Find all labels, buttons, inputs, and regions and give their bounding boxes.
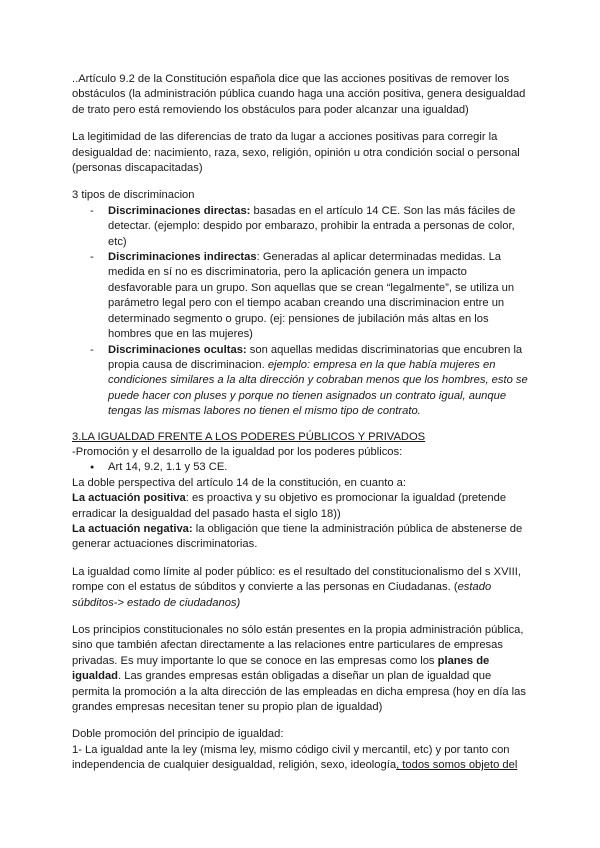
limite-italic: estado súbditos-> estado de ciudadanos) [72, 581, 492, 609]
promocion-line: -Promoción y el desarrollo de la igualdad por los poderes públicos: [72, 445, 403, 458]
positiva-text: : es proactiva y su objetivo es promocionar la igualdad (pretende erradicar la desigualdad del pasado hasta el siglo 18)) [72, 492, 507, 520]
text-ocultas: son aquellas medidas discriminatorias que encubren la propia causa de discriminacion. [108, 343, 523, 371]
text-directas: basadas en el artículo 14 CE. Son las más fáciles de detectar. (ejemplo: despido por embarazo, prohibir la entrada a personas de color, etc) [108, 204, 516, 248]
list-item-indirectas [72, 250, 530, 342]
punto1-text: 1- La igualdad ante la ley (misma ley, mismo código civil y mercantil, etc) y por tanto con independencia de cualquier desigualdad, religión, sexo, ideología [72, 743, 510, 772]
articulos-list [72, 460, 530, 475]
term-ocultas: Discriminaciones ocultas: [108, 343, 247, 356]
doble-promocion: Doble promoción del principio de igualdad: [72, 728, 284, 741]
limite-text: La igualdad como límite al poder público: es el resultado del constitucionalismo del s XVIII, rompe con el estatus de súbditos y convierte a las personas en Ciudadanas. ( [72, 565, 521, 594]
term-directas: Discriminaciones directas: [108, 204, 251, 217]
planes-igualdad: planes de igualdad [72, 654, 490, 683]
principios-a: Los principios constitucionales no sólo están presentes en la propia administración pública, sino que también afectan directamente a las relaciones entre particulares de empresas privadas. Es muy importante lo que se conoce en las empresas como los [72, 624, 524, 667]
punto1-underlined: , todos somos objeto del [396, 759, 518, 772]
principios-b: . Las grandes empresas están obligadas a diseñar un plan de igualdad que permita la promoción a la alta dirección de las empleadas en dicha empresa (hoy en día las grandes empresas necesitan tener su propio plan de igualdad) [72, 670, 526, 714]
paragraph-articulo-9-2: ..Artículo 9.2 de la Constitución española dice que las acciones positivas de remover los obstáculos (la administración pública cuando haga una acción positiva, genera desigualdad de trato pero está removiendo los obstáculos para poder alcanzar una igualdad) [72, 73, 526, 116]
list-item-directas [72, 204, 530, 250]
tipos-intro: 3 tipos de discriminacion [72, 189, 195, 202]
punto-1 [72, 743, 530, 774]
text-indirectas: : Generadas al aplicar determinadas medidas. La medida en sí no es discriminatoria, pero la aplicación genera un impacto desfavorable para un grupo. Son aquellas que se crean “legalmente”, se utiliza un parámetro legal pero con el tiempo acaban creando una discriminacion entre un determinado segmento o grupo. (ej: pensiones de jubilación más altas en los hombres que en las mujeres) [108, 251, 515, 341]
paragraph-limite [72, 565, 530, 611]
list-item-articulos: ● Art 14, 9.2, 1.1 y 53 CE. [72, 460, 530, 475]
list-item-ocultas [72, 343, 530, 420]
negativa-text: la obligación que tiene la administración pública de abstenerse de generar actuaciones discriminatorias. [72, 522, 523, 551]
doble-perspectiva: La doble perspectiva del artículo 14 de la constitución, en cuanto a: [72, 476, 406, 489]
tipos-list [72, 204, 530, 420]
negativa-term: La actuación negativa: [72, 522, 193, 535]
section-title: 3.LA IGUALDAD FRENTE A LOS PODERES PÚBLICOS Y PRIVADOS [72, 430, 426, 443]
document-page [72, 72, 530, 774]
paragraph-principios [72, 623, 530, 715]
term-indirectas: Discriminaciones indirectas [108, 251, 257, 264]
actuacion-positiva [72, 491, 530, 522]
example-ocultas: ejemplo: empresa en la que había mujeres en condiciones similares a la alta dirección y cobraban menos que los hombres, esto se puede hacer con pluses y porque no tienen asignados un contrato igual, aunque tengas las mismas labores no tienen el mismo tipo de contrato. [108, 358, 528, 418]
actuacion-negativa [72, 522, 530, 553]
positiva-term: La actuación positiva [72, 492, 186, 505]
paragraph-legitimidad: La legitimidad de las diferencias de trato da lugar a acciones positivas para corregir la desigualdad de: nacimiento, raza, sexo, religión, opinión u otra condición social o personal (personas discapacitadas) [72, 131, 520, 175]
